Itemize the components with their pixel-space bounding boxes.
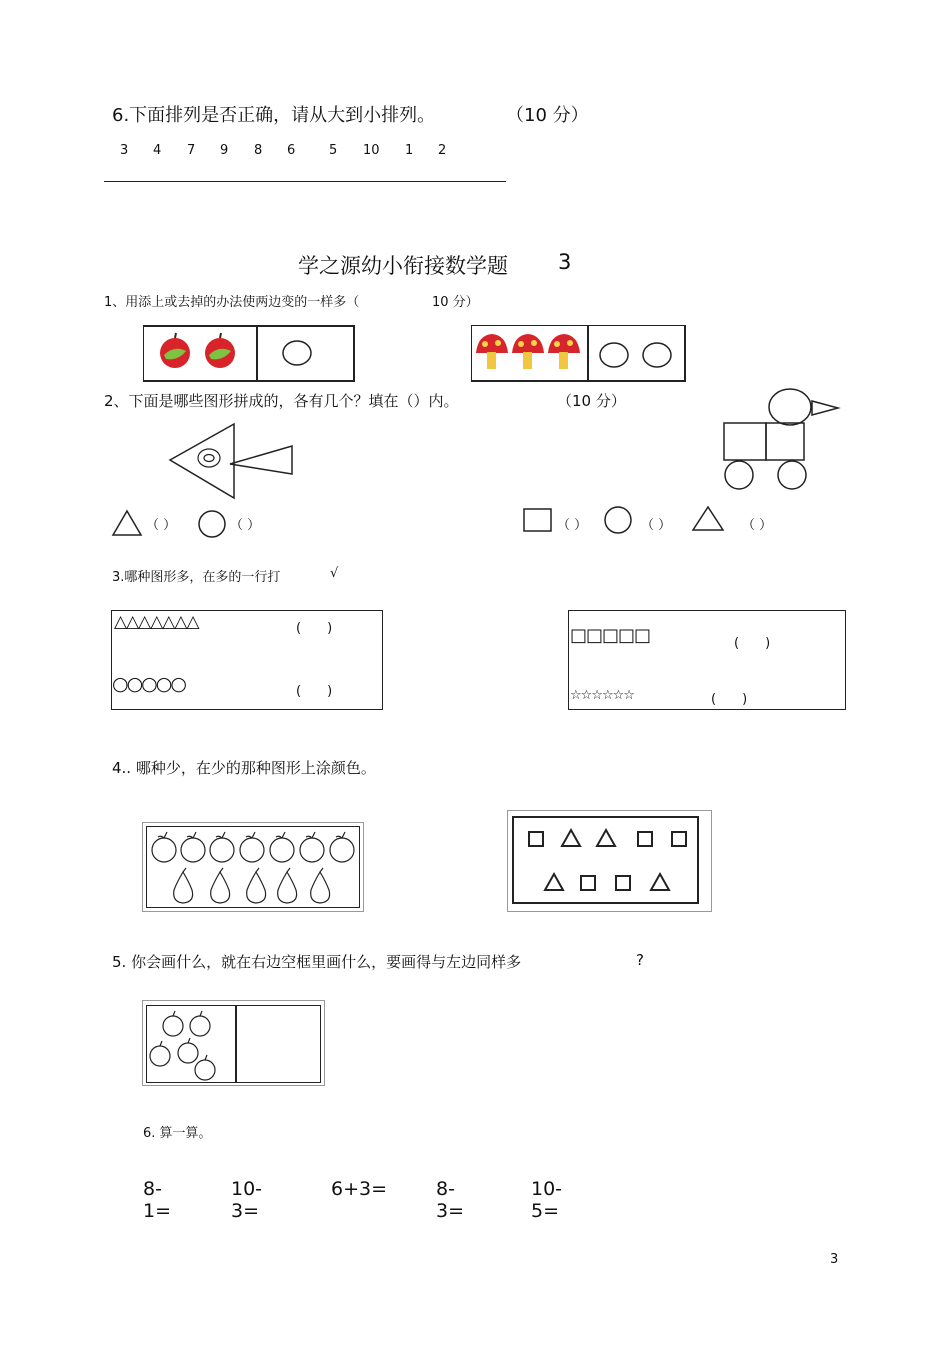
- star-row: ☆☆☆☆☆☆: [570, 688, 634, 703]
- vehicle-figure: [720, 386, 845, 494]
- square-icon: [581, 876, 595, 890]
- answer-paren[interactable]: ( ): [734, 636, 771, 651]
- square-icon: [638, 832, 652, 846]
- answer-line: [104, 181, 506, 182]
- triangle-row: △△△△△△△: [114, 612, 199, 632]
- mushroom-icon: [548, 334, 580, 369]
- triangle-icon: [597, 830, 615, 846]
- triangle-icon: [562, 830, 580, 846]
- apple-outline-icon: [150, 1041, 170, 1066]
- apple-outline-icon: [178, 1038, 198, 1063]
- q4-text: 4.. 哪种少，在少的那种图形上涂颜色。: [112, 759, 376, 777]
- q1-text: 1、用添上或去掉的办法使两边变的一样多（: [104, 295, 360, 310]
- triangle-shape: [170, 424, 234, 498]
- triangle-icon: [112, 508, 144, 538]
- circle-row: ○○○○○: [112, 673, 185, 695]
- circle-shape: [204, 455, 214, 462]
- answer-paren[interactable]: （ ）: [742, 518, 773, 533]
- circle-icon: [603, 506, 635, 536]
- triangle-icon: [692, 504, 726, 534]
- answer-paren[interactable]: ( ): [711, 692, 748, 707]
- q1-right-divider: [587, 325, 589, 382]
- mushroom-group: [474, 331, 584, 375]
- q6-top-title: 6.下面排列是否正确，请从大到小排列。: [112, 105, 436, 126]
- square-icon: [522, 507, 554, 535]
- seq-number: 10: [363, 143, 380, 158]
- seq-number: 5: [329, 143, 338, 158]
- mushroom-icon: [476, 334, 508, 369]
- q1-score: 10 分）: [432, 295, 479, 310]
- calc-problem[interactable]: 10-5=: [531, 1178, 563, 1222]
- seq-number: 4: [153, 143, 162, 158]
- apple-outline-icon: [152, 832, 176, 862]
- pear-outline-icon: [247, 868, 266, 903]
- seq-number: 3: [120, 143, 129, 158]
- answer-paren[interactable]: （ ）: [230, 518, 261, 533]
- red-apple-icon: [160, 333, 190, 368]
- triangle-shape: [812, 401, 838, 415]
- square-icon: [529, 832, 543, 846]
- seq-number: 6: [287, 143, 296, 158]
- q2-text: 2、下面是哪些图形拼成的，各有几个？填在（）内。: [104, 392, 459, 410]
- fish-figure: [168, 422, 298, 500]
- square-shape: [766, 423, 804, 460]
- apple-outline-icon: [190, 1011, 210, 1036]
- calc-problem[interactable]: 8-1=: [143, 1178, 172, 1222]
- seq-number: 2: [438, 143, 447, 158]
- apple-outline-icon: [210, 832, 234, 862]
- q3-check-mark: √: [330, 566, 339, 581]
- seq-number: 7: [187, 143, 196, 158]
- circle-icon: [643, 343, 671, 367]
- fruit-drawing: [150, 828, 360, 906]
- q5-mark: ?: [636, 951, 644, 969]
- square-shape: [724, 423, 766, 460]
- circle-shape: [725, 461, 753, 489]
- apple-outline-icon: [300, 832, 324, 862]
- calc-problem[interactable]: 6+3=: [331, 1178, 388, 1200]
- q3-text: 3.哪种图形多，在多的一行打: [112, 570, 281, 585]
- pear-outline-icon: [211, 868, 230, 903]
- red-apple-icon: [205, 333, 235, 368]
- seq-number: 9: [220, 143, 229, 158]
- circle-pair: [598, 342, 678, 370]
- q1-left-divider: [256, 325, 258, 382]
- q5-text: 5. 你会画什么，就在右边空框里画什么，要画得与左边同样多: [112, 953, 522, 971]
- circle-shape: [778, 461, 806, 489]
- calc-problem[interactable]: 8-3=: [436, 1178, 465, 1222]
- circle-icon: [197, 510, 229, 540]
- q6-text: 6. 算一算。: [143, 1126, 212, 1141]
- shape-drawing: [520, 826, 696, 896]
- triangle-icon: [651, 874, 669, 890]
- circle-icon: [600, 343, 628, 367]
- answer-paren[interactable]: （ ）: [146, 518, 177, 533]
- q2-score: （10 分）: [557, 392, 626, 410]
- apple-outline-icon: [195, 1055, 215, 1080]
- circle-shape: [769, 389, 811, 425]
- square-icon: [672, 832, 686, 846]
- answer-paren[interactable]: ( ): [296, 621, 333, 636]
- mushroom-icon: [512, 334, 544, 369]
- pear-outline-icon: [174, 868, 193, 903]
- pear-outline-icon: [311, 868, 330, 903]
- apple-outline-icon: [270, 832, 294, 862]
- apple-outline-icon: [181, 832, 205, 862]
- triangle-shape: [230, 446, 292, 474]
- answer-paren[interactable]: （ ）: [641, 518, 672, 533]
- page-number: 3: [830, 1252, 839, 1267]
- section-number: 3: [558, 250, 572, 274]
- q6-top-score: （10 分）: [506, 105, 589, 126]
- circle-shape: [198, 449, 220, 467]
- circle-icon: [282, 340, 314, 368]
- triangle-icon: [545, 874, 563, 890]
- square-icon: [616, 876, 630, 890]
- calc-problem[interactable]: 10-3=: [231, 1178, 263, 1222]
- seq-number: 1: [405, 143, 414, 158]
- answer-paren[interactable]: ( ): [296, 684, 333, 699]
- seq-number: 8: [254, 143, 263, 158]
- answer-paren[interactable]: （ ）: [557, 518, 588, 533]
- apple-outline-icon: [240, 832, 264, 862]
- pear-outline-icon: [278, 868, 297, 903]
- apple-outline-icon: [163, 1011, 183, 1036]
- apple-outline-icon: [330, 832, 354, 862]
- section-title: 学之源幼小衔接数学题: [298, 254, 508, 278]
- square-row: □□□□□: [570, 625, 651, 646]
- drawing-area[interactable]: [237, 1006, 320, 1082]
- apple-drawing: [148, 1008, 234, 1082]
- apple-group: [156, 331, 246, 371]
